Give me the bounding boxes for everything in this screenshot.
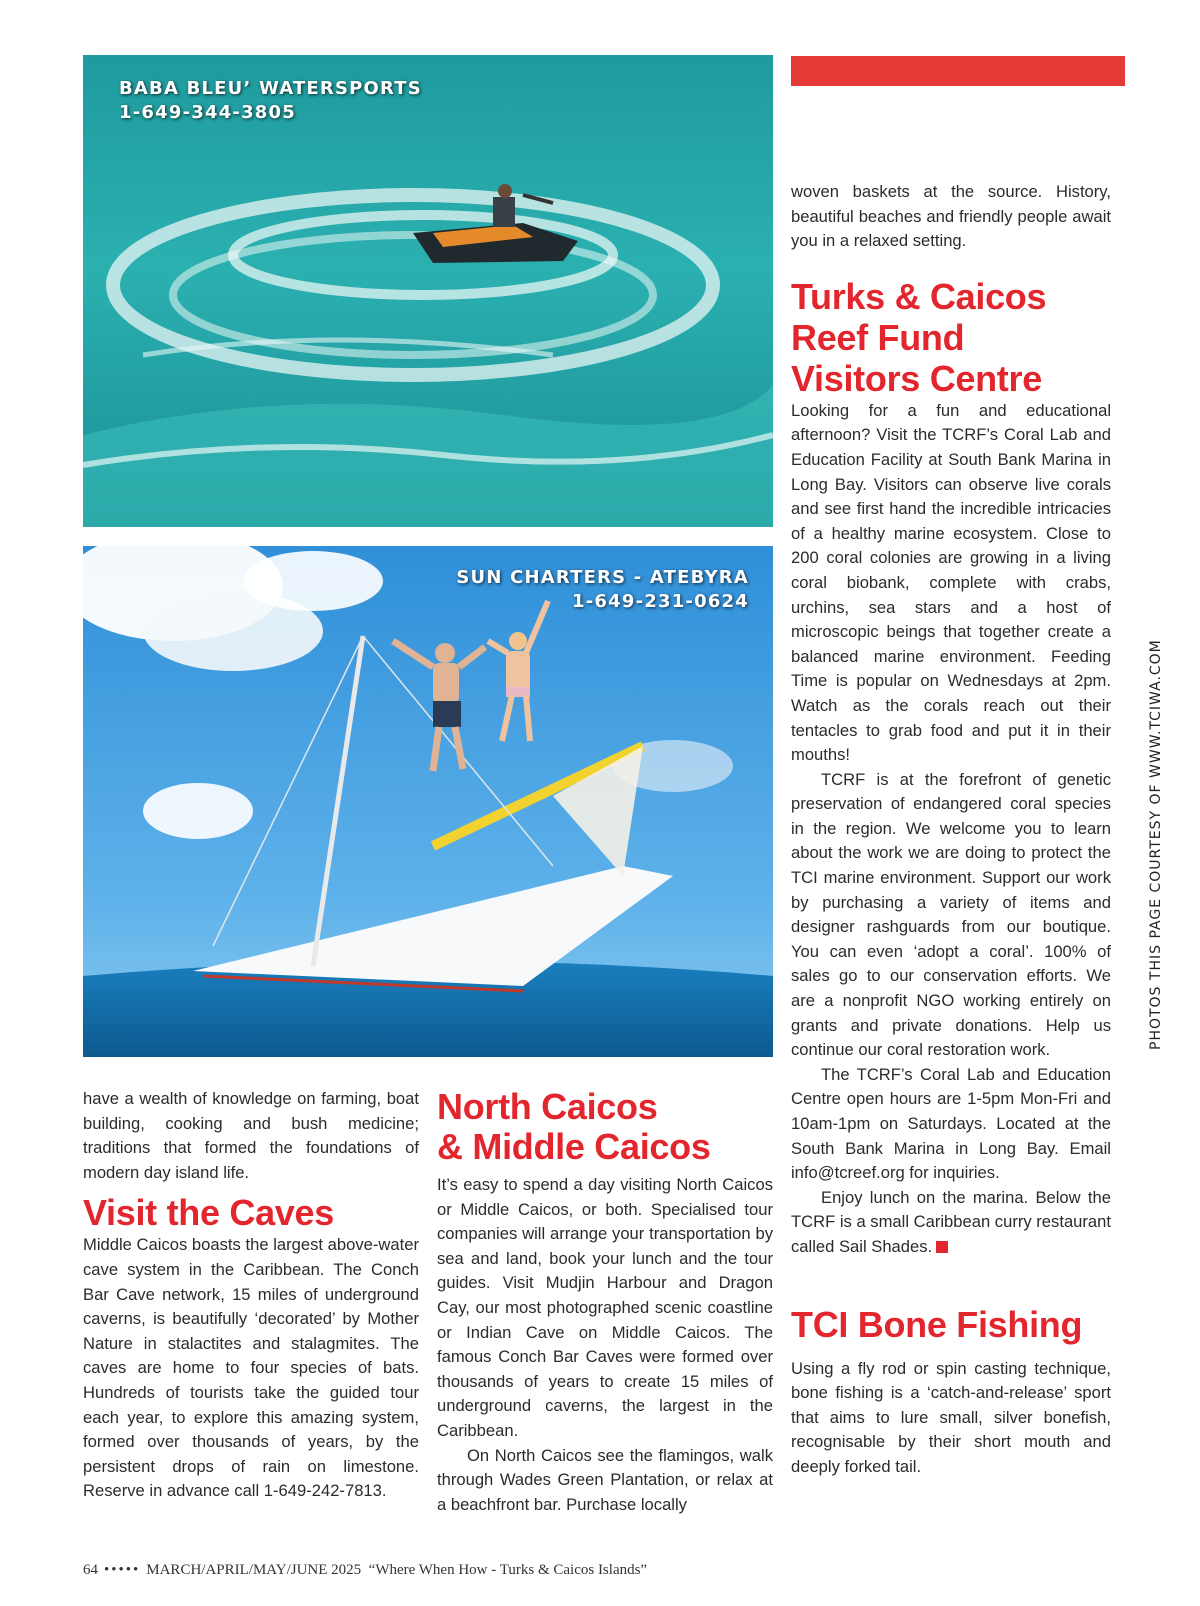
- section-heading-bone-fishing: TCI Bone Fishing: [791, 1303, 1083, 1345]
- photo-credit: PHOTOS THIS PAGE COURTESY OF WWW.TCIWA.COM: [1148, 639, 1164, 1050]
- section-heading-north-caicos: [437, 1087, 773, 1167]
- heading-line: Visitors Centre: [791, 357, 1042, 399]
- photo-caption: [456, 566, 749, 614]
- issue-date: MARCH/APRIL/MAY/JUNE 2025: [146, 1562, 362, 1578]
- heading-line: North Caicos: [437, 1086, 658, 1127]
- article-column-middle: [437, 1087, 773, 1517]
- continued-paragraph: woven baskets at the source. History, beautiful beaches and friendly people await you in a relaxed setting.: [791, 182, 1111, 251]
- north-caicos-paragraph: It’s easy to spend a day visiting North Caicos or Middle Caicos, or both. Specialised tour companies will arrange your transportation by sea and land, book your lunch and the tour guides. Visit Mudjin Harbour and Dragon Cay, our most photographed scenic coastline or Indian Cave on Middle Caicos. The famous Conch Bar Caves were formed over thousands of years to create 15 miles of underground caverns, the largest in the Caribbean.: [437, 1175, 773, 1440]
- caves-paragraph: Middle Caicos boasts the largest above-water cave system in the Caribbean. The Conch Bar Cave network, 15 miles of underground caverns, is beautifully ‘decorated’ by Mother Nature in stalactites and stalagmites. The caves are home to four species of bats. Hundreds of tourists take the guided tour each year, to explore this amazing system, formed over thousands of years, by the persistent drops of rain on limestone. Reserve in advance call 1-649-242-7813.: [83, 1235, 419, 1501]
- photo-caption: [119, 77, 422, 125]
- heading-line: Reef Fund: [791, 316, 965, 358]
- article-column-right: [791, 180, 1111, 1480]
- caption-company: SUN CHARTERS - ATEBYRA: [456, 567, 749, 588]
- page-footer: [83, 1562, 647, 1579]
- reef-fund-paragraph: [791, 1186, 1111, 1260]
- heading-line: Turks & Caicos: [791, 275, 1047, 317]
- heading-line: & Middle Caicos: [437, 1126, 711, 1167]
- north-caicos-paragraph: On North Caicos see the flamingos, walk through Wades Green Plantation, or relax at a beachfront bar. Purchase locally: [437, 1445, 773, 1514]
- continued-paragraph: have a wealth of knowledge on farming, boat building, cooking and bush medicine; traditions that formed the foundations of modern day island life.: [83, 1089, 419, 1182]
- page-number: 64: [83, 1562, 98, 1578]
- lunch-text: Enjoy lunch on the marina. Below the TCRF is a small Caribbean curry restaurant called Sail Shades.: [791, 1187, 1111, 1256]
- article-column-left: [83, 1087, 419, 1504]
- footer-dots: •••••: [104, 1562, 141, 1578]
- reef-fund-paragraph: The TCRF’s Coral Lab and Education Centre open hours are 1-5pm Mon-Fri and 10am-1pm on Saturdays. Located at the South Bank Marina in Long Bay. Email info@tcreef.org for inquiries.: [791, 1064, 1111, 1183]
- caption-phone: 1-649-344-3805: [119, 102, 296, 123]
- caption-company: BABA BLEU’ WATERSPORTS: [119, 78, 422, 99]
- publication-name: “Where When How - Turks & Caicos Islands”: [368, 1562, 648, 1578]
- reef-fund-paragraph: Looking for a fun and educational afternoon? Visit the TCRF’s Coral Lab and Education Facility at South Bank Marina in Long Bay. Visitors can observe live corals and see first hand the incredible intricacies of a healthy marine ecosystem. Close to 200 coral colonies are growing in a living coral biobank, complete with crabs, urchins, sea stars and a host of microscopic beings that together create a balanced marine environment. Feeding Time is popular on Wednesdays at 2pm. Watch as the corals reach out their tentacles to grab food and put it in their mouths!: [791, 400, 1111, 765]
- section-heading-reef-fund: [791, 276, 1111, 399]
- sailing-boat-photo: [83, 546, 773, 1057]
- caption-phone: 1-649-231-0624: [572, 591, 749, 612]
- reef-fund-paragraph: TCRF is at the forefront of genetic preservation of endangered coral species in the region. We welcome you to learn about the work we are doing to protect the TCI marine environment. Support our work by purchasing a variety of items and designer rashguards from our boutique. You can even ‘adopt a coral’. 100% of sales go to our conservation efforts. We are a nonprofit NGO working entirely on grants and private donations. Help us continue our coral restoration work.: [791, 769, 1111, 1060]
- bone-fishing-paragraph: Using a fly rod or spin casting technique, bone fishing is a ‘catch-and-release’ sport that aims to lure small, silver bonefish, recognisable by their short mouth and deeply forked tail.: [791, 1358, 1111, 1476]
- section-heading-caves: Visit the Caves: [83, 1192, 334, 1234]
- jet-ski-photo: [83, 55, 773, 527]
- red-accent-bar: [791, 56, 1125, 86]
- end-of-article-mark: [936, 1241, 948, 1253]
